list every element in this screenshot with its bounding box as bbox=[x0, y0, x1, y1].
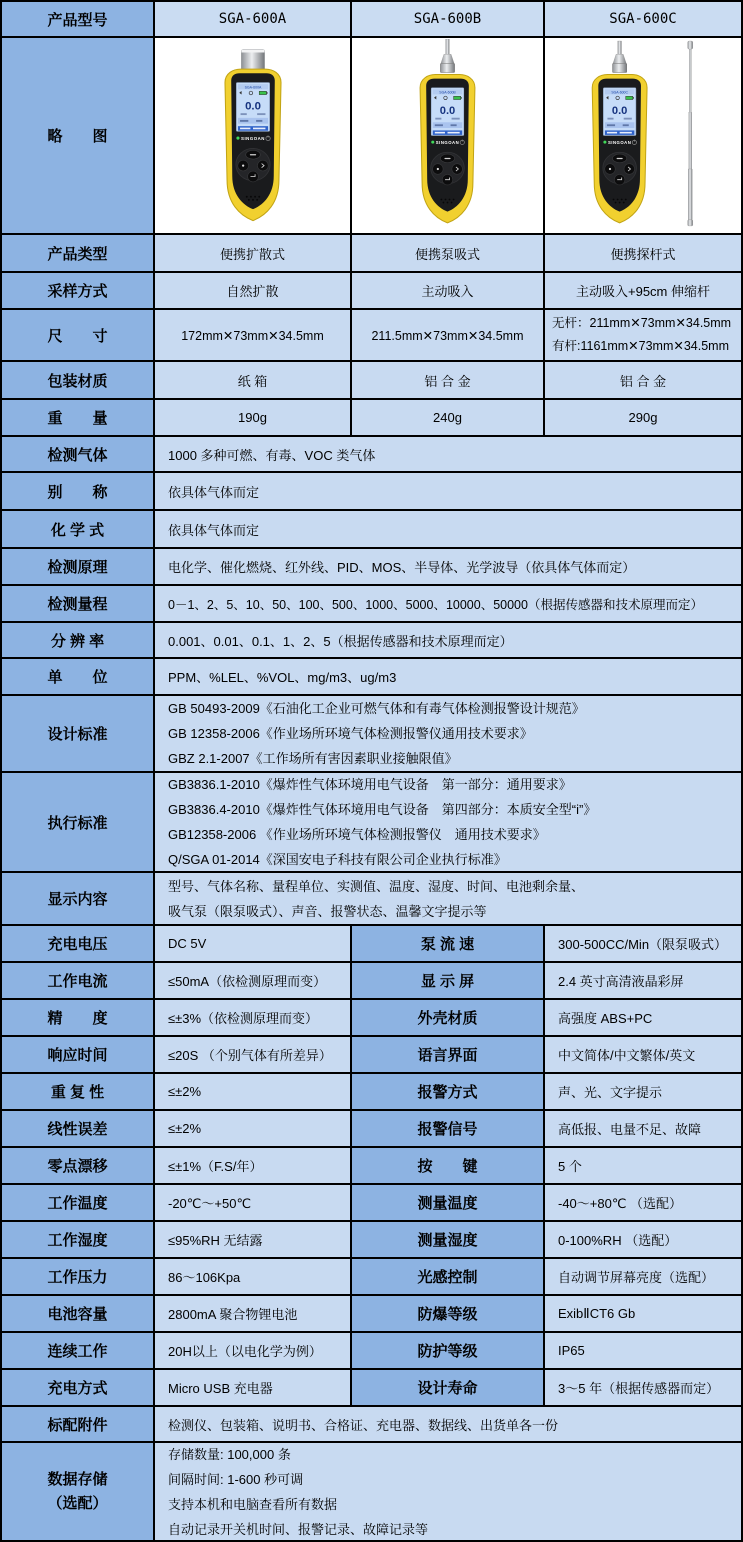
label-charge-voltage: 充电电压 bbox=[2, 926, 155, 963]
value-dimensions-b: 211.5mm✕73mm✕34.5mm bbox=[352, 310, 545, 362]
value-protection-grade: IP65 bbox=[545, 1333, 743, 1370]
label-working-current: 工作电流 bbox=[2, 963, 155, 1000]
value-detect-principle: 电化学、催化燃烧、红外线、PID、MOS、半导体、光学波导（依具体气体而定） bbox=[155, 549, 743, 586]
exec-standard-line: GB3836.4-2010《爆炸性气体环境用电气设备 第四部分：本质安全型“i”》 bbox=[168, 802, 597, 817]
pump-probe-icon bbox=[613, 41, 627, 72]
label-working-humidity: 工作湿度 bbox=[2, 1222, 155, 1259]
telescopic-rod-icon bbox=[688, 41, 693, 226]
label-linearity-error: 线性误差 bbox=[2, 1111, 155, 1148]
photo-cell-sga-600b bbox=[352, 38, 545, 235]
data-storage-line: 间隔时间: 1-600 秒可调 bbox=[168, 1471, 304, 1487]
status-led bbox=[431, 141, 434, 144]
label-battery-capacity: 电池容量 bbox=[2, 1296, 155, 1333]
label-dimensions: 尺 寸 bbox=[2, 310, 155, 362]
value-battery-capacity: 2800mA 聚合物锂电池 bbox=[155, 1296, 352, 1333]
label-accessories: 标配附件 bbox=[2, 1407, 155, 1443]
screen-model-text: SGA-600A bbox=[244, 85, 261, 90]
model-name-b: SGA-600B bbox=[352, 2, 545, 38]
value-zero-drift: ≤±1%（F.S/年） bbox=[155, 1148, 352, 1185]
value-continuous-work: 20H以上（以电化学为例） bbox=[155, 1333, 352, 1370]
label-sketch: 略 图 bbox=[2, 38, 155, 235]
label-alias: 别 称 bbox=[2, 473, 155, 511]
value-product-type-b: 便携泵吸式 bbox=[352, 235, 545, 273]
value-working-current: ≤50mA（依检测原理而变） bbox=[155, 963, 352, 1000]
value-sampling-b: 主动吸入 bbox=[352, 273, 545, 310]
pump-probe-icon bbox=[440, 39, 454, 73]
value-alarm-signal: 高低报、电量不足、故障 bbox=[545, 1111, 743, 1148]
label-measure-humidity: 测量湿度 bbox=[352, 1222, 545, 1259]
label-display-screen: 显 示 屏 bbox=[352, 963, 545, 1000]
value-detect-range: 0－1、2、5、10、50、100、500、1000、5000、10000、50000（根据传感器和技术原理而定） bbox=[155, 586, 743, 623]
dimensions-c-line1: 无杆：211mm✕73mm✕34.5mm bbox=[552, 316, 732, 330]
lcd-screen bbox=[431, 88, 464, 136]
label-chemical-formula: 化 学 式 bbox=[2, 511, 155, 549]
value-design-life: 3～5 年（根据传感器而定） bbox=[545, 1370, 743, 1407]
brand-text: SINGOAN bbox=[607, 140, 632, 146]
exec-standard-line: GB12358-2006 《作业场所环境气体检测报警仪 通用技术要求》 bbox=[168, 827, 546, 842]
model-name-c: SGA-600C bbox=[545, 2, 743, 38]
value-working-pressure: 86～106Kpa bbox=[155, 1259, 352, 1296]
value-detect-gas: 1000 多种可燃、有毒、VOC 类气体 bbox=[155, 437, 743, 473]
value-sampling-c: 主动吸入+95cm 伸缩杆 bbox=[545, 273, 743, 310]
photo-cell-sga-600a bbox=[155, 38, 352, 235]
brand-text: SINGOAN bbox=[435, 140, 460, 146]
label-measure-temp: 测量温度 bbox=[352, 1185, 545, 1222]
label-detect-range: 检测量程 bbox=[2, 586, 155, 623]
value-sampling-a: 自然扩散 bbox=[155, 273, 352, 310]
value-language: 中文简体/中文繁体/英文 bbox=[545, 1037, 743, 1074]
label-continuous-work: 连续工作 bbox=[2, 1333, 155, 1370]
value-weight-c: 290g bbox=[545, 400, 743, 437]
value-accuracy: ≤±3%（依检测原理而变） bbox=[155, 1000, 352, 1037]
value-working-humidity: ≤95%RH 无结露 bbox=[155, 1222, 352, 1259]
value-chemical-formula: 依具体气体而定 bbox=[155, 511, 743, 549]
value-design-standard bbox=[155, 696, 743, 773]
value-charge-voltage: DC 5V bbox=[155, 926, 352, 963]
label-detect-gas: 检测气体 bbox=[2, 437, 155, 473]
screen-model-text: SGA-600C bbox=[611, 90, 628, 95]
label-display-content: 显示内容 bbox=[2, 873, 155, 926]
label-packaging: 包装材质 bbox=[2, 362, 155, 400]
value-alarm-type: 声、光、文字提示 bbox=[545, 1074, 743, 1111]
value-light-control: 自动调节屏幕亮度（选配） bbox=[545, 1259, 743, 1296]
status-led bbox=[603, 141, 606, 144]
value-product-type-a: 便携扩散式 bbox=[155, 235, 352, 273]
label-detect-principle: 检测原理 bbox=[2, 549, 155, 586]
display-content-line: 吸气泵（限泵吸式）、声音、报警状态、温馨文字提示等 bbox=[168, 903, 487, 919]
label-product-model: 产品型号 bbox=[2, 2, 155, 38]
value-weight-a: 190g bbox=[155, 400, 352, 437]
value-explosion-proof: ExibⅡCT6 Gb bbox=[545, 1296, 743, 1333]
dimensions-c-line2: 有杆:1161mm✕73mm✕34.5mm bbox=[552, 339, 730, 353]
sketch-row bbox=[2, 38, 743, 235]
label-design-life: 设计寿命 bbox=[352, 1370, 545, 1407]
label-explosion-proof: 防爆等级 bbox=[352, 1296, 545, 1333]
data-storage-label-line2: （选配） bbox=[47, 1494, 108, 1512]
value-measure-temp: -40～+80℃ （选配） bbox=[545, 1185, 743, 1222]
value-unit: PPM、%LEL、%VOL、mg/m3、ug/m3 bbox=[155, 659, 743, 696]
value-measure-humidity: 0-100%RH （选配） bbox=[545, 1222, 743, 1259]
value-data-storage bbox=[155, 1443, 743, 1542]
label-resolution: 分 辨 率 bbox=[2, 623, 155, 659]
value-product-type-c: 便携探杆式 bbox=[545, 235, 743, 273]
value-packaging-b: 铝 合 金 bbox=[352, 362, 545, 400]
value-pump-speed: 300-500CC/Min（限泵吸式） bbox=[545, 926, 743, 963]
value-display-content bbox=[155, 873, 743, 926]
data-storage-line: 自动记录开关机时间、报警记录、故障记录等 bbox=[168, 1521, 429, 1537]
value-keys: 5 个 bbox=[545, 1148, 743, 1185]
device-photo-sga-600b bbox=[386, 39, 509, 232]
label-response-time: 响应时间 bbox=[2, 1037, 155, 1074]
value-dimensions-a: 172mm✕73mm✕34.5mm bbox=[155, 310, 352, 362]
model-name-a: SGA-600A bbox=[155, 2, 352, 38]
label-keys: 按 键 bbox=[352, 1148, 545, 1185]
device-photo-sga-600a bbox=[190, 39, 316, 232]
value-working-temp: -20℃～+50℃ bbox=[155, 1185, 352, 1222]
lcd-screen bbox=[603, 88, 636, 136]
value-alias: 依具体气体而定 bbox=[155, 473, 743, 511]
data-storage-label-line1: 数据存储 bbox=[47, 1470, 108, 1488]
label-light-control: 光感控制 bbox=[352, 1259, 545, 1296]
brand-text: SINGOAN bbox=[240, 136, 265, 142]
header-row bbox=[2, 2, 743, 38]
label-language: 语言界面 bbox=[352, 1037, 545, 1074]
value-linearity-error: ≤±2% bbox=[155, 1111, 352, 1148]
label-pump-speed: 泵 流 速 bbox=[352, 926, 545, 963]
device-photo-sga-600c bbox=[566, 39, 720, 232]
label-charge-method: 充电方式 bbox=[2, 1370, 155, 1407]
value-dimensions-c bbox=[545, 310, 743, 362]
value-resolution: 0.001、0.01、0.1、1、2、5（根据传感器和技术原理而定） bbox=[155, 623, 743, 659]
data-storage-line: 支持本机和电脑查看所有数据 bbox=[168, 1496, 338, 1512]
exec-standard-line: Q/SGA 01-2014《深国安电子科技有限公司企业执行标准》 bbox=[168, 852, 507, 867]
display-content-line: 型号、气体名称、量程单位、实测值、温度、湿度、时间、电池剩余量、 bbox=[168, 878, 585, 894]
label-protection-grade: 防护等级 bbox=[352, 1333, 545, 1370]
screen-reading: 0.0 bbox=[611, 105, 628, 118]
status-led bbox=[236, 137, 239, 140]
screen-model-text: SGA-600B bbox=[439, 90, 456, 95]
design-standard-line: GB 50493-2009《石油化工企业可燃气体和有毒气体检测报警设计规范》 bbox=[168, 701, 585, 716]
label-weight: 重 量 bbox=[2, 400, 155, 437]
label-alarm-type: 报警方式 bbox=[352, 1074, 545, 1111]
value-display-screen: 2.4 英寸高清液晶彩屏 bbox=[545, 963, 743, 1000]
value-response-time: ≤20S （个别气体有所差异） bbox=[155, 1037, 352, 1074]
design-standard-line: GB 12358-2006《作业场所环境气体检测报警仪通用技术要求》 bbox=[168, 726, 533, 741]
value-exec-standard bbox=[155, 773, 743, 873]
label-exec-standard: 执行标准 bbox=[2, 773, 155, 873]
data-storage-line: 存储数量: 100,000 条 bbox=[168, 1446, 291, 1462]
lcd-screen bbox=[236, 83, 269, 132]
screen-reading: 0.0 bbox=[244, 100, 261, 113]
label-alarm-signal: 报警信号 bbox=[352, 1111, 545, 1148]
label-working-pressure: 工作压力 bbox=[2, 1259, 155, 1296]
value-charge-method: Micro USB 充电器 bbox=[155, 1370, 352, 1407]
label-design-standard: 设计标准 bbox=[2, 696, 155, 773]
label-shell-material: 外壳材质 bbox=[352, 1000, 545, 1037]
label-data-storage bbox=[2, 1443, 155, 1542]
photo-cell-sga-600c bbox=[545, 38, 743, 235]
label-accuracy: 精 度 bbox=[2, 1000, 155, 1037]
label-product-type: 产品类型 bbox=[2, 235, 155, 273]
exec-standard-line: GB3836.1-2010《爆炸性气体环境用电气设备 第一部分：通用要求》 bbox=[168, 777, 572, 792]
label-working-temp: 工作温度 bbox=[2, 1185, 155, 1222]
value-accessories: 检测仪、包装箱、说明书、合格证、充电器、数据线、出货单各一份 bbox=[155, 1407, 743, 1443]
label-zero-drift: 零点漂移 bbox=[2, 1148, 155, 1185]
value-packaging-c: 铝 合 金 bbox=[545, 362, 743, 400]
label-repeatability: 重 复 性 bbox=[2, 1074, 155, 1111]
value-repeatability: ≤±2% bbox=[155, 1074, 352, 1111]
screen-reading: 0.0 bbox=[439, 105, 456, 118]
design-standard-line: GBZ 2.1-2007《工作场所有害因素职业接触限值》 bbox=[168, 751, 458, 766]
label-unit: 单 位 bbox=[2, 659, 155, 696]
value-shell-material: 高强度 ABS+PC bbox=[545, 1000, 743, 1037]
label-sampling-method: 采样方式 bbox=[2, 273, 155, 310]
value-weight-b: 240g bbox=[352, 400, 545, 437]
value-packaging-a: 纸 箱 bbox=[155, 362, 352, 400]
